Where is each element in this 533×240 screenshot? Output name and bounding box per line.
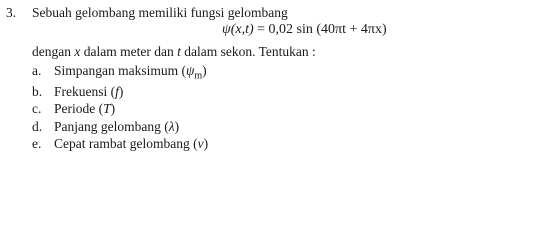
option-var: f <box>115 84 119 99</box>
option-var: ψ <box>186 63 195 78</box>
option-close: ) <box>110 101 116 116</box>
option-d <box>32 119 179 135</box>
option-letter: e. <box>32 136 42 151</box>
option-close: ) <box>202 63 207 78</box>
option-text: Panjang gelombang ( <box>54 119 169 134</box>
question-intro: Sebuah gelombang memiliki fungsi gelombang <box>32 5 288 20</box>
formula-equals: = <box>253 22 269 37</box>
note-var-t: t <box>177 44 181 59</box>
option-var: T <box>103 101 111 116</box>
option-close: ) <box>118 84 124 99</box>
option-letter: c. <box>32 101 42 116</box>
note-mid: dalam meter dan <box>80 44 178 59</box>
option-text: Periode ( <box>54 101 104 116</box>
question-stem <box>6 5 288 21</box>
option-sub: m <box>194 70 203 82</box>
option-close: ) <box>174 119 180 134</box>
option-text: Cepat rambat gelombang ( <box>54 136 198 151</box>
option-a <box>32 63 207 82</box>
note-var-x: x <box>74 44 81 59</box>
option-close: ) <box>203 136 209 151</box>
option-letter: b. <box>32 84 43 99</box>
option-text: Frekuensi ( <box>54 84 116 99</box>
wave-function-formula <box>222 22 387 38</box>
note-prefix: dengan <box>32 44 75 59</box>
question-number: 3. <box>6 5 17 20</box>
option-var: λ <box>168 119 175 134</box>
formula-lhs: ψ(x,t) <box>222 22 254 37</box>
option-var: v <box>197 136 204 151</box>
option-b <box>32 84 123 100</box>
option-letter: a. <box>32 63 42 78</box>
option-c <box>32 101 115 117</box>
option-letter: d. <box>32 119 43 134</box>
note-suffix: dalam sekon. Tentukan : <box>180 44 316 59</box>
option-text: Simpangan maksimum ( <box>54 63 186 78</box>
formula-rhs: 0,02 sin (40πt + 4πx) <box>268 22 387 37</box>
units-note <box>32 44 316 60</box>
option-e <box>32 136 208 152</box>
